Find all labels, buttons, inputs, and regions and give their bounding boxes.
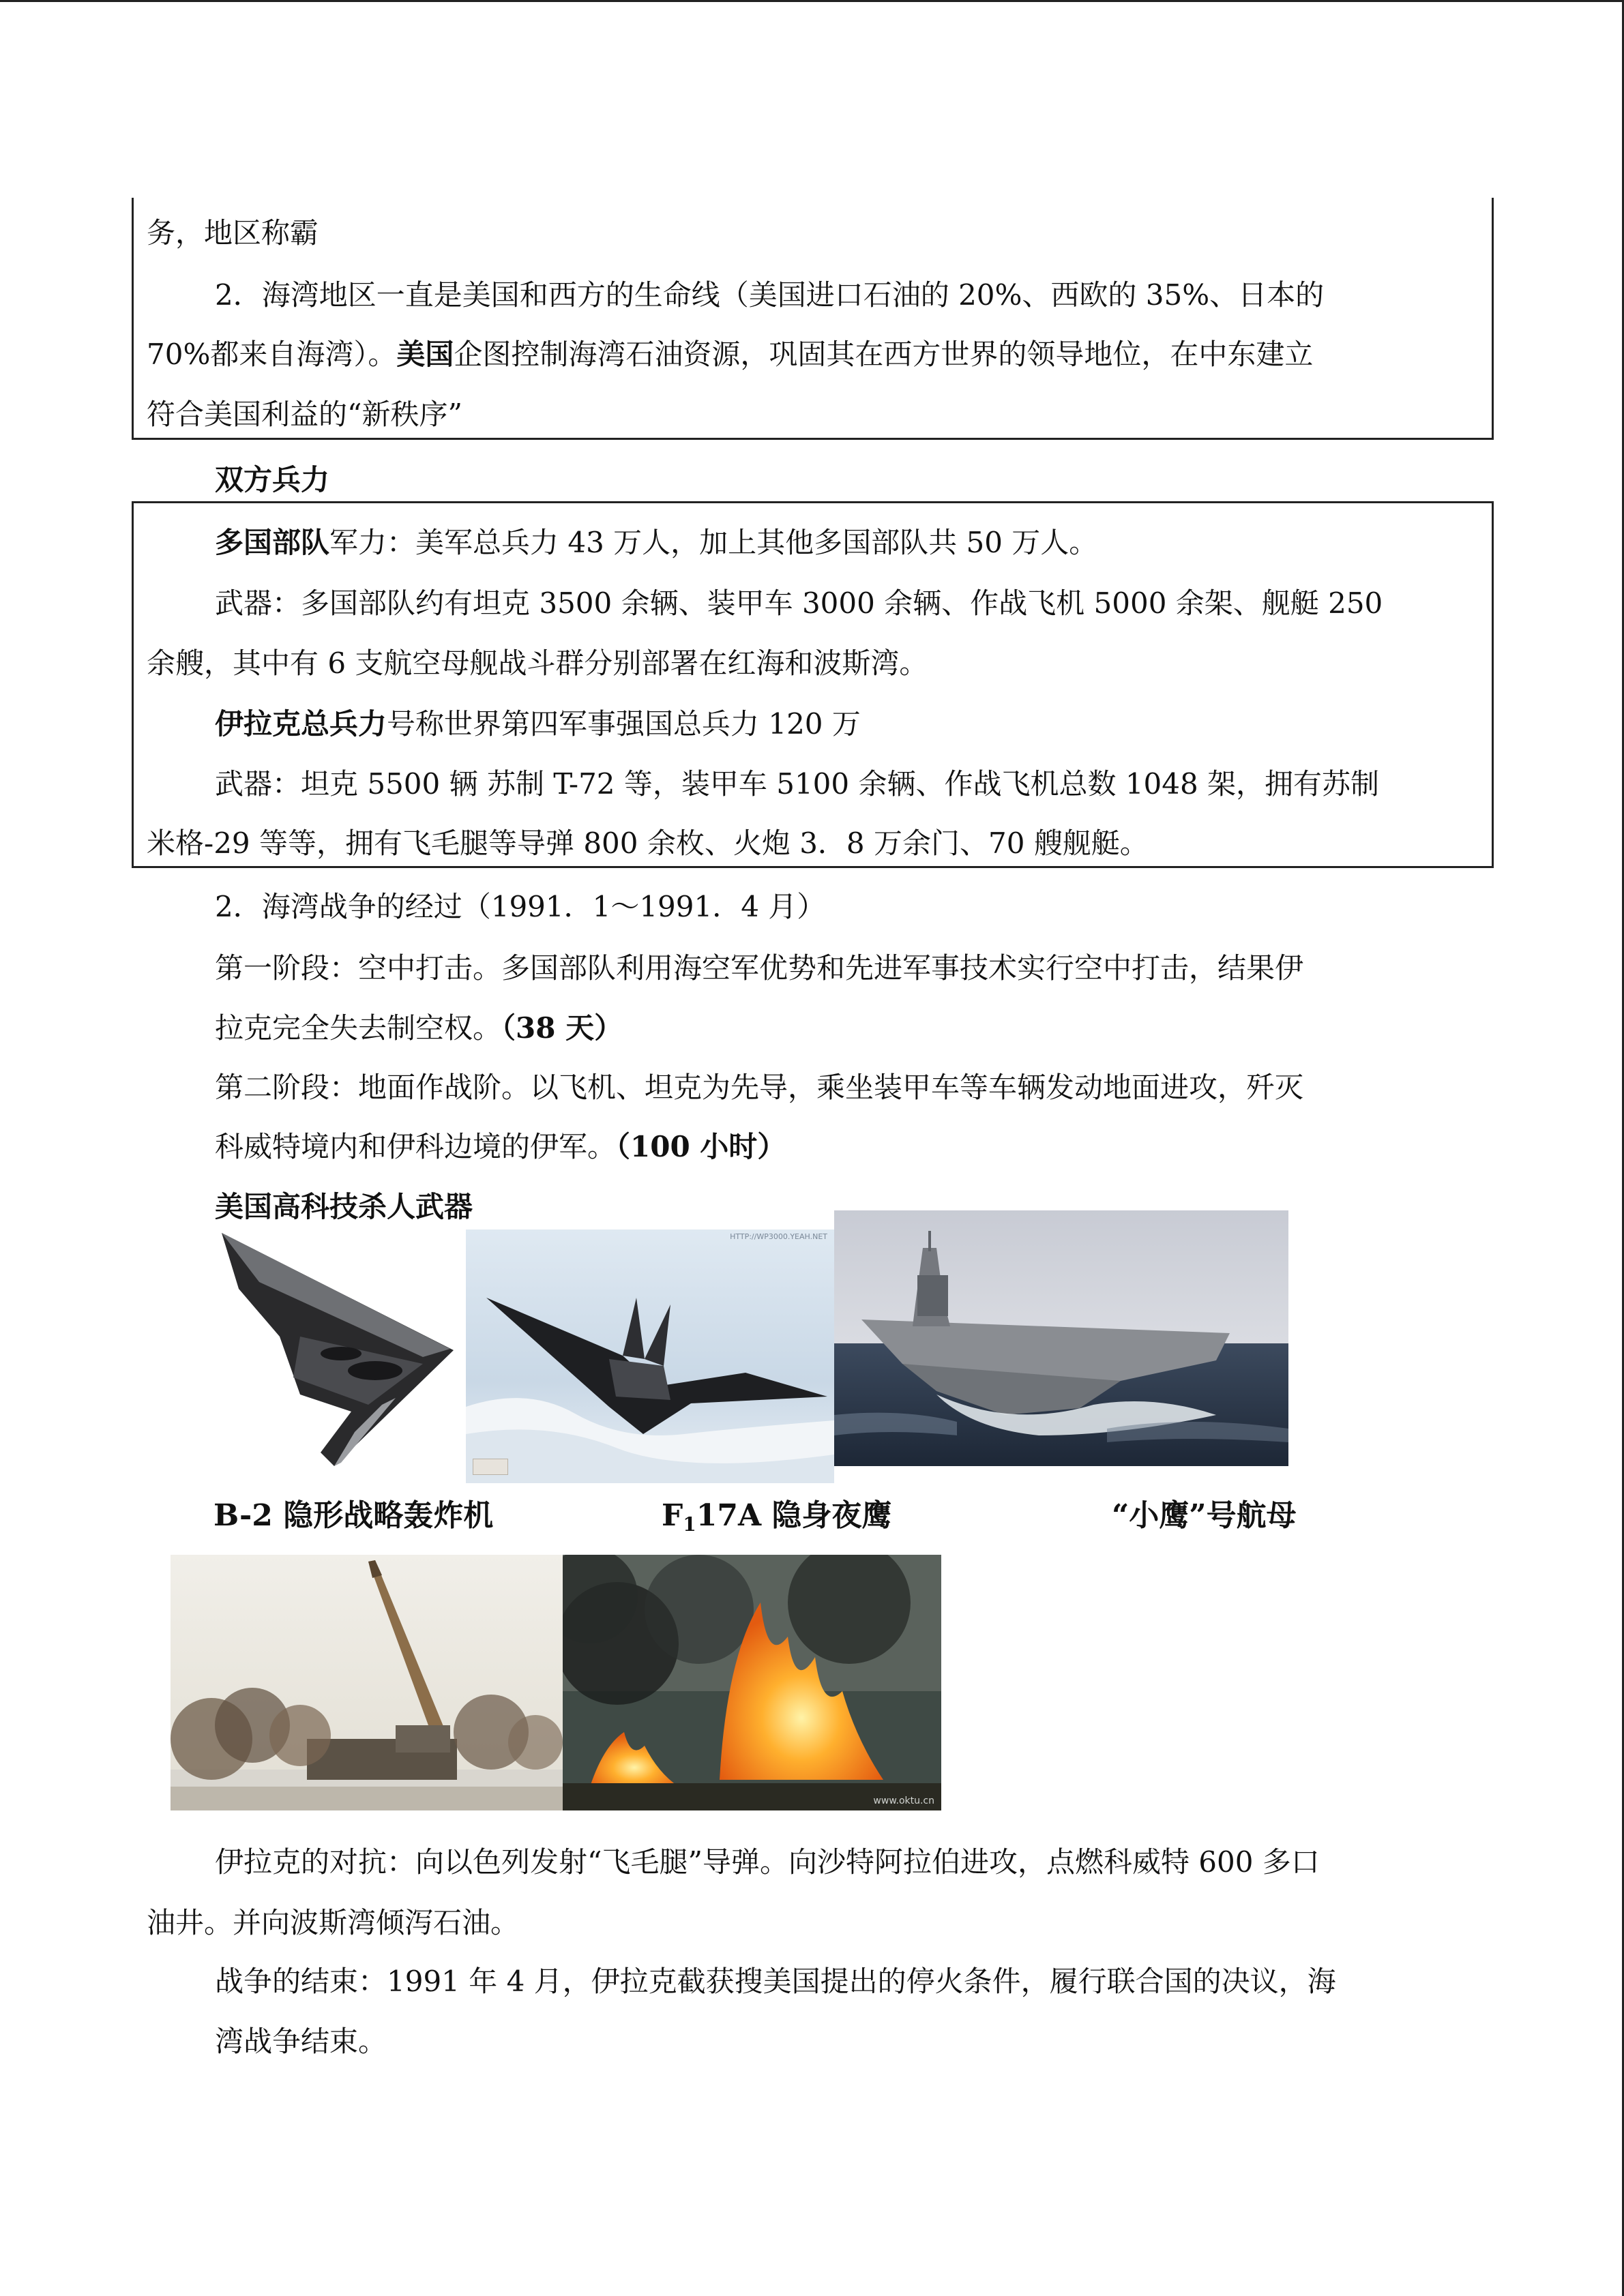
phase1-line-1: 第一阶段：空中打击。多国部队利用海空军优势和先进军事技术实行空中打击，结果伊 — [215, 951, 1304, 985]
phase1-line-2 — [215, 1008, 623, 1049]
f117-image — [466, 1229, 834, 1483]
caption-f117-rest: 17A 隐身夜鹰 — [696, 1498, 892, 1533]
coalition-line — [215, 522, 1097, 563]
phase2-duration: （100 小时） — [616, 1130, 786, 1163]
caption-carrier: “小鹰”号航母 — [1112, 1498, 1297, 1533]
b2-bomber-image — [218, 1227, 460, 1473]
phase2-line-2 — [215, 1127, 786, 1167]
phase1-line-2-text: 拉克完全失去制空权。 — [215, 1011, 502, 1045]
forces-heading: 双方兵力 — [215, 463, 330, 496]
course-heading: 2．海湾战争的经过（1991．1～1991．4 月） — [215, 890, 826, 923]
coalition-weapons-line-1: 武器：多国部队约有坦克 3500 余辆、装甲车 3000 余辆、作战飞机 5000 余架、舰艇 250 — [215, 586, 1383, 620]
scud-missile-image — [171, 1555, 563, 1810]
fire-watermark: www.oktu.cn — [873, 1795, 934, 1806]
phase2-line-1: 第二阶段：地面作战阶。以飞机、坦克为先导，乘坐装甲车等车辆发动地面进攻，歼灭 — [215, 1071, 1304, 1104]
iraq-weapons-line-2: 米格-29 等等，拥有飞毛腿等导弹 800 余枚、火炮 3．8 万余门、70 艘舰艇。 — [147, 826, 1149, 860]
iraq-weapons-line-1: 武器：坦克 5500 辆 苏制 T-72 等，装甲车 5100 余辆、作战飞机总数 1048 架，拥有苏制 — [215, 767, 1380, 801]
war-end-line-2: 湾战争结束。 — [215, 2025, 387, 2058]
phase1-duration: （38 天） — [501, 1011, 623, 1045]
f117-watermark: HTTP://WP3000.YEAH.NET — [730, 1232, 827, 1241]
weapons-heading: 美国高科技杀人武器 — [215, 1190, 473, 1223]
goals-line-3 — [147, 334, 1313, 375]
iraq-line — [215, 704, 861, 745]
page-top-border — [0, 0, 1624, 2]
war-end-line-1: 战争的结束：1991 年 4 月，伊拉克截获搜美国提出的停火条件，履行联合国的决议，海 — [215, 1965, 1336, 1998]
coalition-bold: 多国部队 — [215, 526, 330, 559]
f117-logo — [473, 1459, 508, 1475]
iraq-response-line-1: 伊拉克的对抗：向以色列发射“飞毛腿”导弹。向沙特阿拉伯进攻，点燃科威特 600 多口 — [215, 1845, 1320, 1879]
oil-fire-image — [563, 1555, 941, 1810]
caption-f117-main: F — [662, 1498, 683, 1533]
phase2-line-2-text: 科威特境内和伊科边境的伊军。 — [215, 1130, 617, 1163]
goals-line-1: 务，地区称霸 — [147, 216, 319, 250]
coalition-text: 军力：美军总兵力 43 万人，加上其他多国部队共 50 万人。 — [329, 526, 1098, 559]
goals-line-2: 2．海湾地区一直是美国和西方的生命线（美国进口石油的 20%、西欧的 35%、日本的 — [215, 278, 1325, 312]
goals-line-4: 符合美国利益的“新秩序” — [147, 398, 462, 431]
caption-b2: B-2 隐形战略轰炸机 — [213, 1498, 494, 1533]
iraq-text: 号称世界第四军事强国总兵力 120 万 — [387, 707, 861, 741]
caption-f117 — [662, 1491, 891, 1536]
caption-f117-sub: 1 — [683, 1513, 696, 1536]
goals-line-3-rest: 企图控制海湾石油资源，巩固其在西方世界的领导地位，在中东建立 — [454, 338, 1314, 371]
goals-line-3-bold: 美国 — [396, 338, 454, 371]
iraq-response-line-2: 油井。并向波斯湾倾泻石油。 — [147, 1906, 520, 1939]
carrier-image — [834, 1210, 1288, 1466]
coalition-weapons-line-2: 余艘，其中有 6 支航空母舰战斗群分别部署在红海和波斯湾。 — [147, 646, 928, 680]
iraq-bold: 伊拉克总兵力 — [215, 707, 387, 741]
goals-line-3-prefix: 70%都来自海湾）。 — [147, 338, 397, 371]
